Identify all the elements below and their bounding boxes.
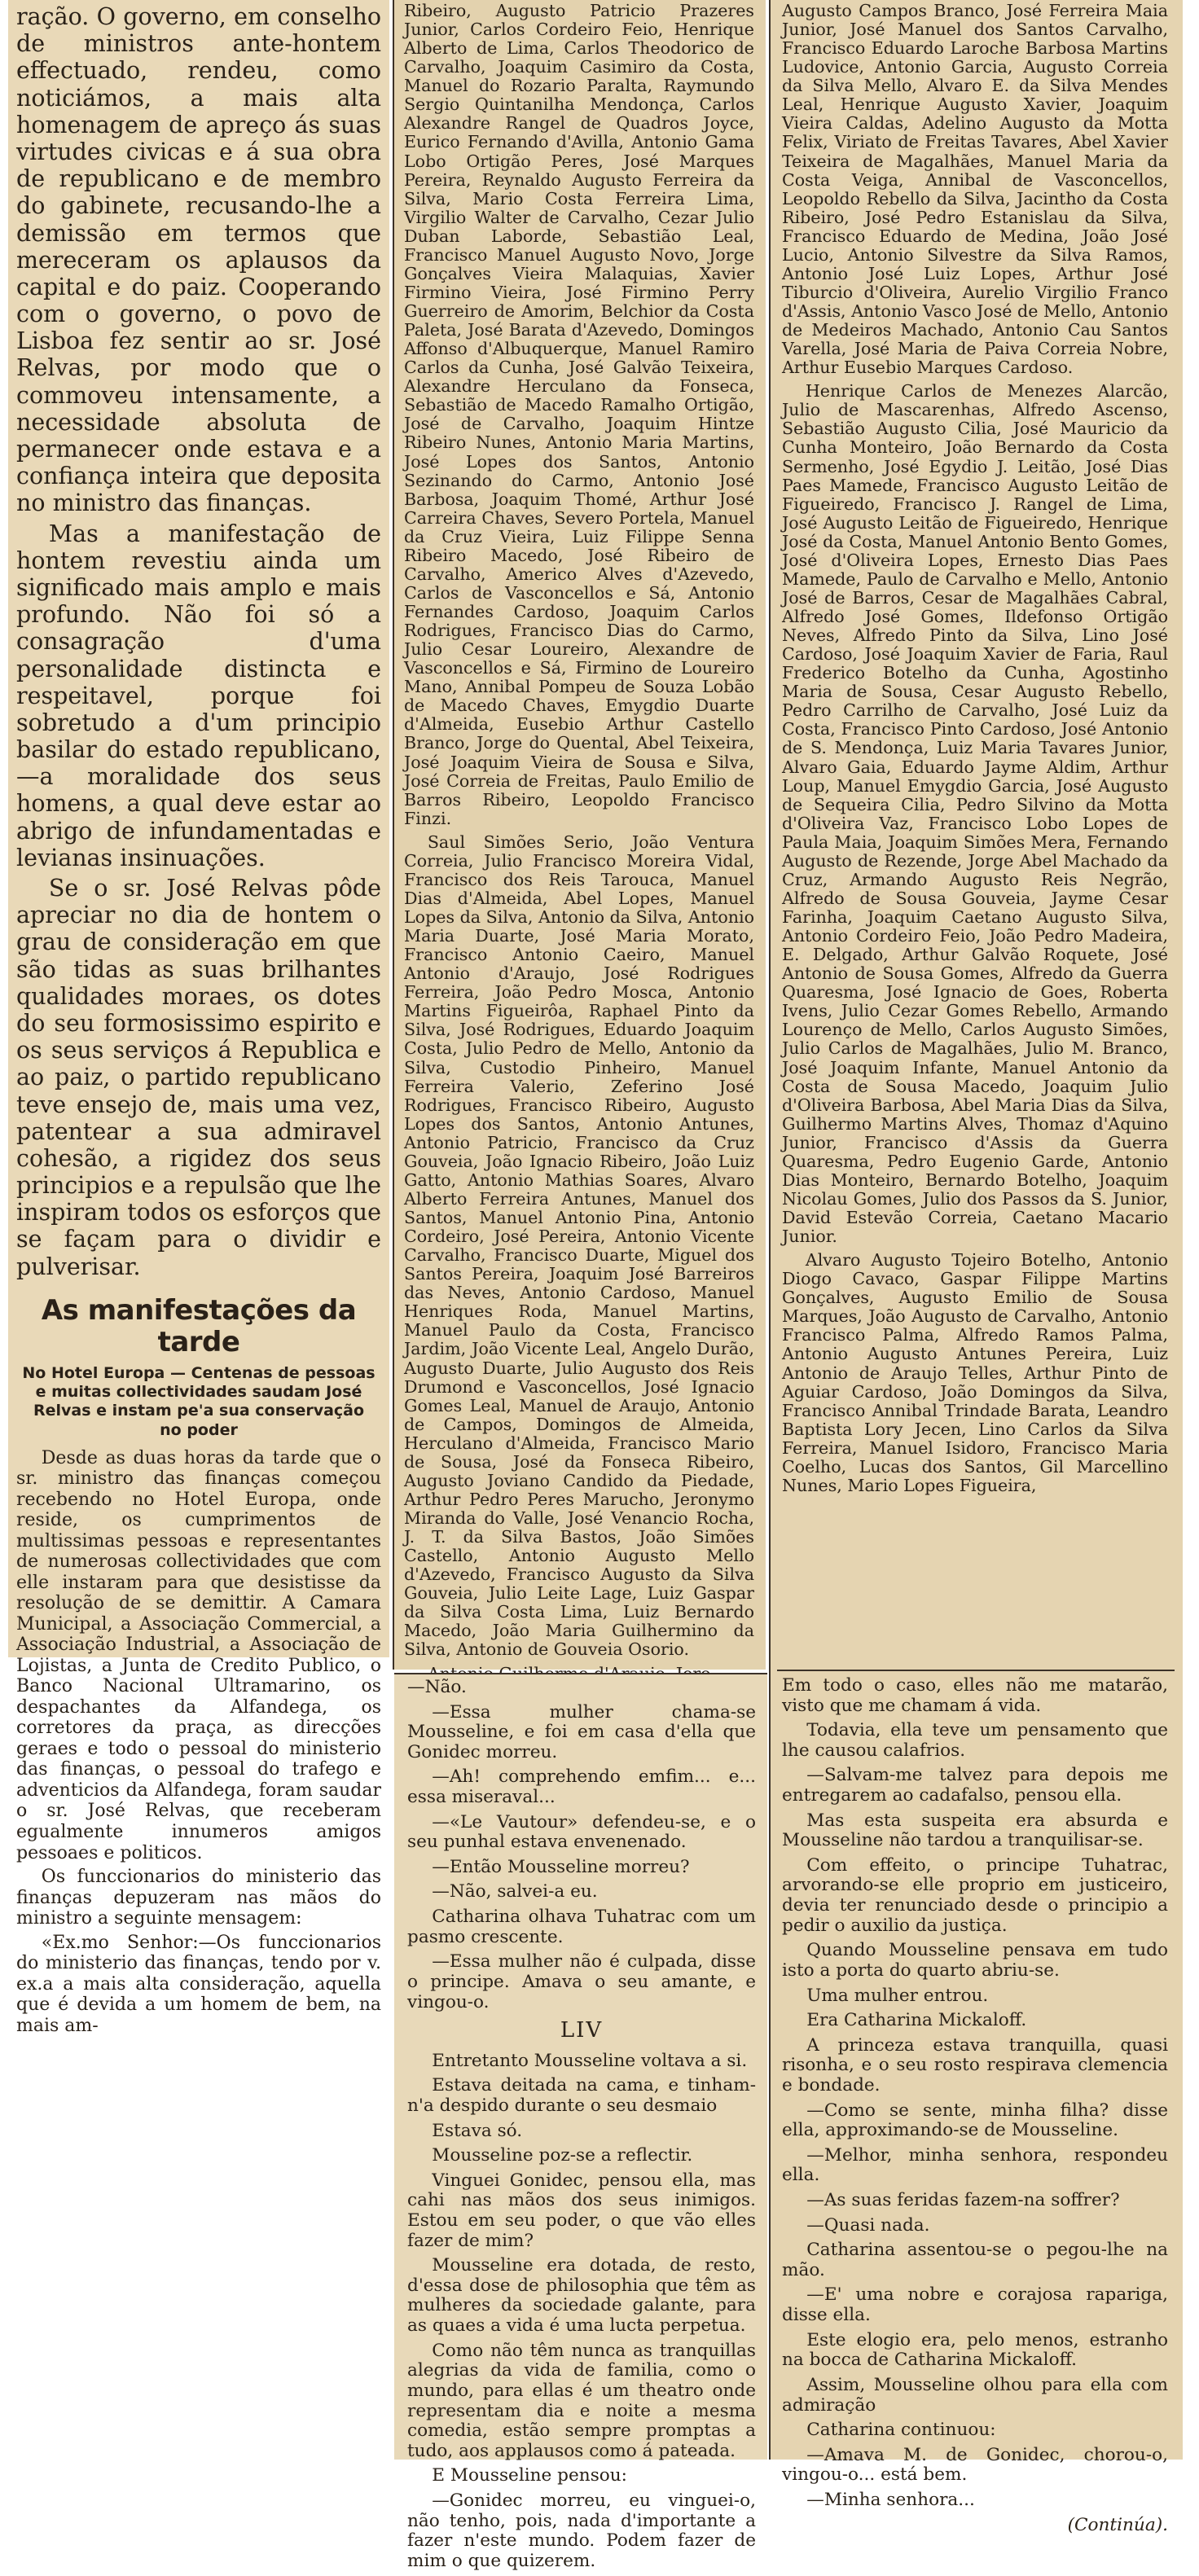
column-rule: [769, 0, 771, 2460]
story-line: Entretanto Mousseline voltava a si.: [432, 2050, 748, 2071]
story-line: —Como se sente, minha filha? disse ella, approximando-se de Mousseline.: [782, 2100, 1168, 2141]
story-line: —Minha senhora...: [806, 2489, 975, 2510]
horizontal-rule: [394, 1673, 767, 1674]
story-line: —Amava M. de Gonidec, chorou-o, vingou-o... está bem.: [782, 2444, 1168, 2486]
story-line: Vinguei Gonidec, pensou ella, mas cahi nas mãos dos seus inimigos. Estou em seu poder, o que vão elles fazer de mim?: [407, 2170, 756, 2251]
story-line: Todavia, ella teve um pensamento que lhe causou calafrios.: [782, 1720, 1168, 1761]
middle-bottom-clipping: [394, 1673, 767, 2571]
left-column-text: [16, 3, 381, 2039]
column-rule: [393, 0, 394, 1670]
story-line: Este elogio era, pelo menos, estranho na bocca de Catharina Mickaloff.: [782, 2329, 1168, 2371]
story-line: Em todo o caso, elles não me matarão, visto que me chamam á vida.: [782, 1675, 1168, 1716]
story-line: Uma mulher entrou.: [806, 1985, 989, 2006]
middle-bottom-text: [407, 1678, 756, 2576]
middle-column-clipping: [393, 0, 766, 1670]
story-line: Quando Mousseline pensava em tudo isto a porta do quarto abriu-se.: [782, 1940, 1168, 1981]
section-title: As manifestações da tarde: [41, 1293, 357, 1359]
story-line: —Então Mousseline morreu?: [432, 1856, 690, 1877]
continued-note: (Continúa).: [1067, 2514, 1168, 2535]
story-line: —Melhor, minha senhora, respondeu ella.: [782, 2144, 1168, 2186]
story-line: —E' uma nobre e corajosa rapariga, disse ella.: [782, 2284, 1168, 2326]
story-line: Era Catharina Mickaloff.: [806, 2010, 1027, 2031]
middle-column-text: [404, 2, 754, 1688]
story-line: Mousseline poz-se a reflectir.: [432, 2145, 693, 2166]
horizontal-rule: [777, 1670, 1175, 1671]
section-subheading: No Hotel Europa — Centenas de pessoas e muitas collectividades saudam José Relvas e instam pe'a sua conservação no poder: [22, 1364, 376, 1439]
story-line: E Mousseline pensou:: [432, 2465, 627, 2486]
left-body-paragraph: Desde as duas horas da tarde que o sr. ministro das finanças começou recebendo no Hotel Europa, onde reside, os cumprimentos de multissimas pessoas e representantes de numerosas collectividades que com elle instaram para que desistisse da resolução de se demittir. A Camara Municipal, a Associação Commercial, a Associação Industrial, a Associação de Lojistas, a Junta de Credito Publico, o Banco Nacional Ultramarino, os despachantes da Alfandega, os corretores da praça, as direcções geraes e todo o pessoal do ministerio das finanças, o pessoal do trafego e adventicios da Alfandega, foram saudar o sr. José Relvas, que receberam egualmente innumeros amigos pessoaes e politicos.: [16, 1447, 381, 1863]
story-line: —Gonidec morreu, eu vinguei-o, não tenho, pois, nada d'importante a fazer n'este mundo. Podem fazer de mim o que quizerem.: [407, 2490, 756, 2571]
left-paragraph: Mas a manifestação de hontem revestiu ainda um significado mais amplo e mais profundo. Não foi só a consagração d'uma personalidade distincta e respeitavel, porque foi sobretudo a d'um principio basilar do estado republicano,—a moralidade dos seus homens, a qual deve estar ao abrigo de infundamentadas e levianas insinuações.: [16, 520, 381, 871]
story-line: Mousseline era dotada, de resto, d'essa dose de philosophia que têm as mulheres da sociedade galante, para as quaes a vida é uma lucta perpetua.: [407, 2255, 756, 2337]
story-line: Catharina assentou-se o pegou-lhe na mão.: [782, 2240, 1168, 2280]
story-line: Estava só.: [432, 2120, 523, 2141]
right-paragraph: Augusto Campos Branco, José Ferreira Maia Junior, José Manuel dos Santos Carvalho, Francisco Eduardo Laroche Barbosa Martins Ludovice, Antonio Garcia, Augusto Correia da Silva Mello, Alvaro E. da Silva Mendes Leal, Henrique Augusto Xavier, Joaquim Vieira Caldas, Adelino Augusto da Motta Felix, Viriato de Freitas Tavares, Abel Xavier Teixeira de Magalhães, Manuel Maria da Costa Veiga, Annibal de Vasconcellos, Leopoldo Rebello da Silva, Jacintho da Costa Ribeiro, José Pedro Estanislau da Silva, Francisco Eduardo de Medina, João José Lucio, Antonio Silvestre da Silva Ramos, Antonio José Luiz Lopes, Arthur José Tiburcio d'Oliveira, Aurelio Virgilio Franco d'Assis, Antonio Vasco José de Mello, Antonio de Medeiros Machado, Antonio Cau Santos Varella, José Maria de Paiva Correia Nobre, Arthur Eusebio Marques Cardoso.: [782, 1, 1168, 378]
story-line: —Não.: [407, 1677, 467, 1697]
right-column-clipping: [769, 0, 1183, 2535]
right-paragraph: Alvaro Augusto Tojeiro Botelho, Antonio Diogo Cavaco, Gaspar Filippe Martins Gonçalves, Augusto Emilio de Sousa Marques, João Augusto de Carvalho, Antonio Francisco Palma, Alfredo Ramos Palma, Antonio Augusto Antunes Pereira, Luiz Antonio de Araujo Telles, Arthur Pinto de Aguiar Cardoso, João Domingos da Silva, Francisco Annibal Trindade Barata, Leandro Baptista Lory Jecen, Lino Carlos da Silva Ferreira, Manuel Isidoro, Francisco Maria Coelho, Lucas dos Santos, Gil Marcellino Nunes, Mario Lopes Figueira,: [782, 1250, 1168, 1495]
right-paragraph: Henrique Carlos de Menezes Alarcão, Julio de Mascarenhas, Alfredo Ascenso, Sebastião Augusto Cilia, José Mauricio da Cunha Monteiro, João Bernardo da Costa Sermenho, José Egydio J. Leitão, José Dias Paes Mamede, Francisco Augusto Leitão de Figueiredo, Francisco J. Rangel de Lima, José Augusto Leitão de Figueiredo, Henrique José da Costa, Manuel Antonio Bento Gomes, José d'Oliveira Lopes, Ernesto Dias Paes Mamede, Paulo de Carvalho e Mello, Antonio José de Barros, Cesar de Magalhães Cabral, Alfredo José Gomes, Ildefonso Ortigão Neves, Alfredo Pinto da Silva, Lino José Cardoso, José Joaquim Xavier de Faria, Raul Frederico Botelho da Cunha, Agostinho Maria de Sousa, Cesar Augusto Rebello, Pedro Carrilho de Carvalho, José Luiz da Costa, Francisco Pinto Cardoso, José Antonio de S. Mendonça, Luiz Maria Tavares Junior, Alvaro Gaia, Eduardo Jayme Aldim, Arthur Loup, Manuel Emygdio Garcia, José Augusto de Sequeira Cilia, Pedro Silvino da Motta d'Oliveira Vaz, Francisco Lobo Lopes de Paula Maia, Joaquim Simões Mera, Fernando Augusto de Rezende, Jorge Abel Machado da Cruz, Armando Augusto Reis Negrão, Alfredo de Sousa Gouveia, Jayme Cesar Farinha, Joaquim Caetano Augusto Silva, Antonio Cordeiro Feio, João Pedro Madeira, E. Delgado, Arthur Galvão Roquete, José Antonio de Sousa Gomes, Alfredo da Guerra Quaresma, José Ignacio de Goes, Roberta Ivens, Julio Cezar Gomes Rebello, Armando Lourenço de Mello, Carlos Augusto Simões, Julio Carlos de Magalhães, Julio M. Branco, José Joaquim Infante, Manuel Antonio da Costa de Sousa Macedo, Joaquim Julio d'Oliveira Barbosa, Abel Maria Dias da Silva, Guilhermo Martins Alves, Thomaz d'Aquino Junior, Francisco d'Assis da Guerra Quaresma, Pedro Eugenio Garde, Antonio Dias Monteiro, Bernardo Botelho, Joaquim Nicolau Gomes, Julio dos Passos da S. Junior, David Estevão Correia, Caetano Macario Junior.: [782, 381, 1168, 1247]
story-line: —Salvam-me talvez para depois me entregarem ao cadafalso, pensou ella.: [782, 1765, 1168, 1806]
left-paragraph: Se o sr. José Relvas pôde apreciar no dia de hontem o grau de consideração em que são tidas as suas brilhantes qualidades moraes, os dotes do seu formosissimo espirito e os seus serviços á Republica e ao paiz, o partido republicano teve ensejo de, mais uma vez, patentear a sua admiravel cohesão, a rigidez dos seus principios e a repulsão que lhe inspiram todos os esforços que se façam para o dividir e pulverisar.: [16, 875, 381, 1280]
story-line: Assim, Mousseline olhou para ella com admiração: [782, 2374, 1168, 2416]
right-bottom-text: [782, 1676, 1168, 2535]
story-line: —Não, salvei-a eu.: [432, 1881, 598, 1902]
story-line: Com effeito, o principe Tuhatrac, arvorando-se elle proprio em justiceiro, devia ter renunciado desde o principio a pedir o auxilio da justiça.: [782, 1854, 1168, 1936]
right-column-text: [782, 2, 1168, 1500]
story-line: Catharina continuou:: [806, 2420, 996, 2441]
story-line: Como não têm nunca as tranquillas alegrias da vida de familia, como o mundo, para ellas é um theatro onde representam dia e noite a mesma comedia, estão sempre promptas a tudo, aos applausos como á pateada.: [407, 2340, 756, 2461]
story-line: —Ah! comprehendo emfim... e... essa miseraval...: [407, 1766, 756, 1808]
story-line: Estava deitada na cama, e tinham-n'a despido durante o seu desmaio: [407, 2075, 756, 2116]
story-line: A princeza estava tranquilla, quasi risonha, e o seu rosto respirava clemencia e bondade.: [782, 2034, 1168, 2095]
left-body-paragraph: «Ex.mo Senhor:—Os funccionarios do ministerio das finanças, tendo por v. ex.a a mais alta consideração, aquella que é devida a um homem de bem, na mais am-: [16, 1932, 381, 2036]
story-line: —«Le Vautour» defendeu-se, e o seu punhal estava envenenado.: [407, 1811, 756, 1853]
middle-paragraph: Saul Simões Serio, João Ventura Correia, Julio Francisco Moreira Vidal, Francisco dos Reis Tarouca, Manuel Dias d'Almeida, Abel Lopes, Manuel Lopes da Silva, Antonio da Silva, Antonio Maria Duarte, José Maria Morato, Francisco Antonio Caeiro, Manuel Antonio d'Araujo, José Rodrigues Ferreira, João Pedro Mosca, Antonio Martins Figueirôa, Raphael Pinto da Silva, José Rodrigues, Eduardo Joaquim Costa, Julio Pedro de Mello, Antonio da Silva, Custodio Pinheiro, Manuel Ferreira Valerio, Zeferino José Rodrigues, Francisco Ribeiro, Augusto Lopes dos Santos, Antonio Antunes, Antonio Patricio, Francisco da Cruz Gouveia, João Ignacio Ribeiro, João Luiz Gatto, Antonio Mathias Soares, Alvaro Alberto Ferreira Antunes, Manuel dos Santos, Manuel Antonio Pina, Antonio Cordeiro, José Pereira, Antonio Vicente Carvalho, Francisco Duarte, Miguel dos Santos Pereira, Joaquim José Barreiros das Neves, Antonio Cardoso, Manuel Henriques Roda, Manuel Martins, Manuel Paulo da Costa, Francisco Jardim, João Vicente Leal, Angelo Durão, Augusto Duarte, Julio Augusto dos Reis Drumond e Vasconcellos, José Ignacio Gomes Leal, Manuel de Araujo, Antonio de Campos, Domingos de Almeida, Herculano d'Almeida, Francisco Mario de Sousa, José da Fonseca Ribeiro, Augusto Joviano Candido da Piedade, Arthur Pedro Peres Marucho, Jeronymo Miranda do Valle, José Venancio Rocha, J. T. da Silva Bastos, João Simões Castello, Antonio Augusto Mello d'Azevedo, Francisco Augusto da Silva Gouveia, Julio Leite Lage, Luiz Gaspar da Silva Costa Lima, Luiz Bernardo Macedo, João Maria Guilhermino da Silva, Antonio de Gouveia Osorio.: [404, 832, 754, 1660]
story-line: Mas esta suspeita era absurda e Mousseline não tardou a tranquilisar-se.: [782, 1810, 1168, 1851]
story-line: —Essa mulher chama-se Mousseline, e foi em casa d'ella que Gonidec morreu.: [407, 1701, 756, 1762]
story-line: —Essa mulher não é culpada, disse o principe. Amava o seu amante, e vingou-o.: [407, 1951, 756, 2012]
left-body-paragraph: Os funccionarios do ministerio das finanças depuzeram nas mãos do ministro a seguinte mensagem:: [16, 1867, 381, 1929]
story-line: —As suas feridas fazem-na soffrer?: [806, 2190, 1120, 2211]
story-line: —Quasi nada.: [806, 2214, 930, 2236]
left-column-clipping: [8, 0, 389, 2036]
story-line: Catharina olhava Tuhatrac com um pasmo crescente.: [407, 1907, 756, 1947]
middle-paragraph: Ribeiro, Augusto Patricio Prazeres Junior, Carlos Cordeiro Feio, Henrique Alberto de Lima, Carlos Theodorico de Carvalho, Joaquim Casimiro da Costa, Manuel do Rozario Paralta, Raymundo Sergio Quintanilha Mendonça, Carlos Alexandre Rangel de Quadros Joyce, Eurico Fernando d'Avilla, Antonio Gama Lobo Ortigão Peres, José Marques Pereira, Reynaldo Augusto Ferreira da Silva, Mario Costa Ferreira Lima, Virgilio Walter de Carvalho, Cezar Julio Duban Laborde, Sebastião Leal, Francisco Manuel Augusto Novo, Jorge Gonçalves Vieira Malaquias, Xavier Firmino Vieira, José Firmino Perry Guerreiro de Amorim, Belchior da Costa Paleta, José Barata d'Azevedo, Domingos Affonso d'Albuquerque, Manuel Ramiro Carlos da Cunha, José Galvão Teixeira, Alexandre Herculano da Fonseca, Sebastião de Macedo Ramalho Ortigão, José de Carvalho, Joaquim Hintze Ribeiro Nunes, Antonio Maria Martins, José Lopes dos Santos, Antonio Sezinando do Carmo, Antonio José Barbosa, Joaquim Thomé, Arthur José Carreira Chaves, Severo Portela, Manuel da Cruz Vieira, Luiz Filippe Senna Ribeiro Macedo, José Ribeiro de Carvalho, Americo Alves d'Azevedo, Carlos de Vasconcellos e Sá, Antonio Fernandes Cardoso, Joaquim Carlos Rodrigues, Francisco Dias do Carmo, Julio Cesar Loureiro, Alexandre de Vasconcellos e Sá, Firmino de Loureiro Mano, Annibal Pompeu de Souza Lobão de Macedo Chaves, Emygdio Duarte d'Almeida, Eusebio Arthur Castello Branco, Jorge do Quental, Abel Teixeira, José Joaquim Vieira de Sousa e Silva, José Correia de Freitas, Paulo Emilio de Barros Ribeiro, Leopoldo Francisco Finzi.: [404, 1, 754, 828]
left-paragraph: ração. O governo, em conselho de ministros ante-hontem effectuado, rendeu, como noticiámos, a mais alta homenagem de apreço ás suas virtudes civicas e á sua obra de republicano e de membro do gabinete, recusando-lhe a demissão em termos que mereceram os aplausos da capital e do paiz. Cooperando com o governo, o povo de Lisboa fez sentir ao sr. José Relvas, por modo que o commoveu intensamente, a necessidade absoluta de permanecer onde estava e a confiança inteira que deposita no ministro das finanças.: [16, 3, 381, 517]
chapter-heading: LIV: [560, 2018, 604, 2043]
